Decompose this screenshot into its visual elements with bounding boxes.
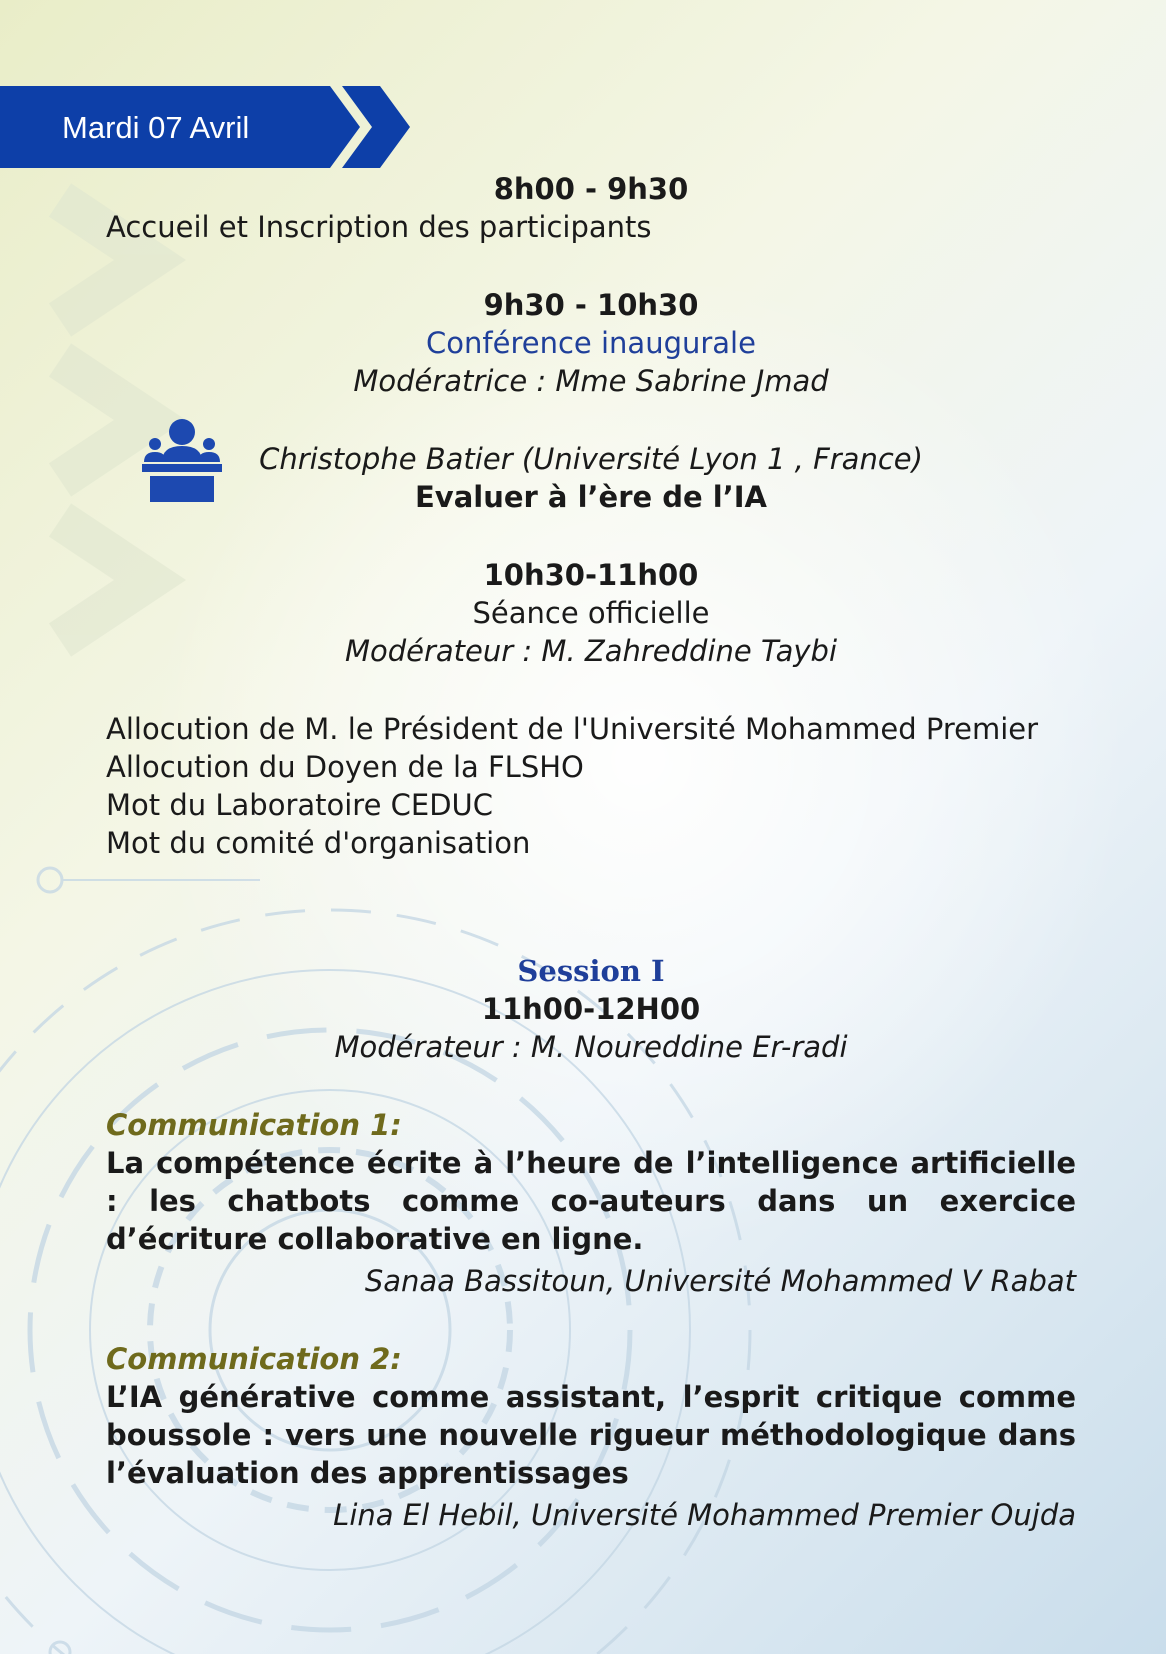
conference-moderator: Modératrice : Mme Sabrine Jmad [353,364,829,398]
session-moderator: Modérateur : M. Noureddine Er-radi [334,1030,848,1064]
communication-label: Communication 1: [106,1108,402,1142]
communication-label: Communication 2: [106,1342,402,1376]
date-label: Mardi 07 Avril [62,110,250,145]
time-slot-1: 8h00 - 9h30 [493,172,689,206]
allocution-item: Mot du comité d'organisation [106,826,531,860]
communication-author: Sanaa Bassitoun, Université Mohammed V Rabat [364,1264,1076,1298]
communication-author: Lina El Hebil, Université Mohammed Premier Oujda [333,1498,1076,1532]
time-slot-4: 11h00-12H00 [481,992,701,1026]
allocution-item: Allocution de M. le Président de l'Université Mohammed Premier [106,712,1039,746]
speaker-name: Christophe Batier (Université Lyon 1 , France) [259,442,923,476]
session-title: Session I [517,954,665,988]
talk-title: Evaluer à l’ère de l’IA [414,480,767,514]
official-session-title: Séance officielle [472,596,710,630]
time-slot-2: 9h30 - 10h30 [483,288,699,322]
communication-title: L’IA générative comme assistant, l’esprit critique comme boussole : vers une nouvelle rigueur méthodologique dans l’évaluation des apprentissages [106,1380,1076,1490]
allocution-item: Allocution du Doyen de la FLSHO [106,750,584,784]
time-slot-3: 10h30-11h00 [483,558,699,592]
conference-title: Conférence inaugurale [426,326,756,360]
communication-title: La compétence écrite à l’heure de l’intelligence artificielle : les chatbots comme co-auteurs dans un exercice d’écriture collaborative en ligne. [106,1146,1076,1256]
allocution-item: Mot du Laboratoire CEDUC [106,788,494,822]
official-moderator: Modérateur : M. Zahreddine Taybi [344,634,838,668]
welcome-text: Accueil et Inscription des participants [106,210,652,244]
